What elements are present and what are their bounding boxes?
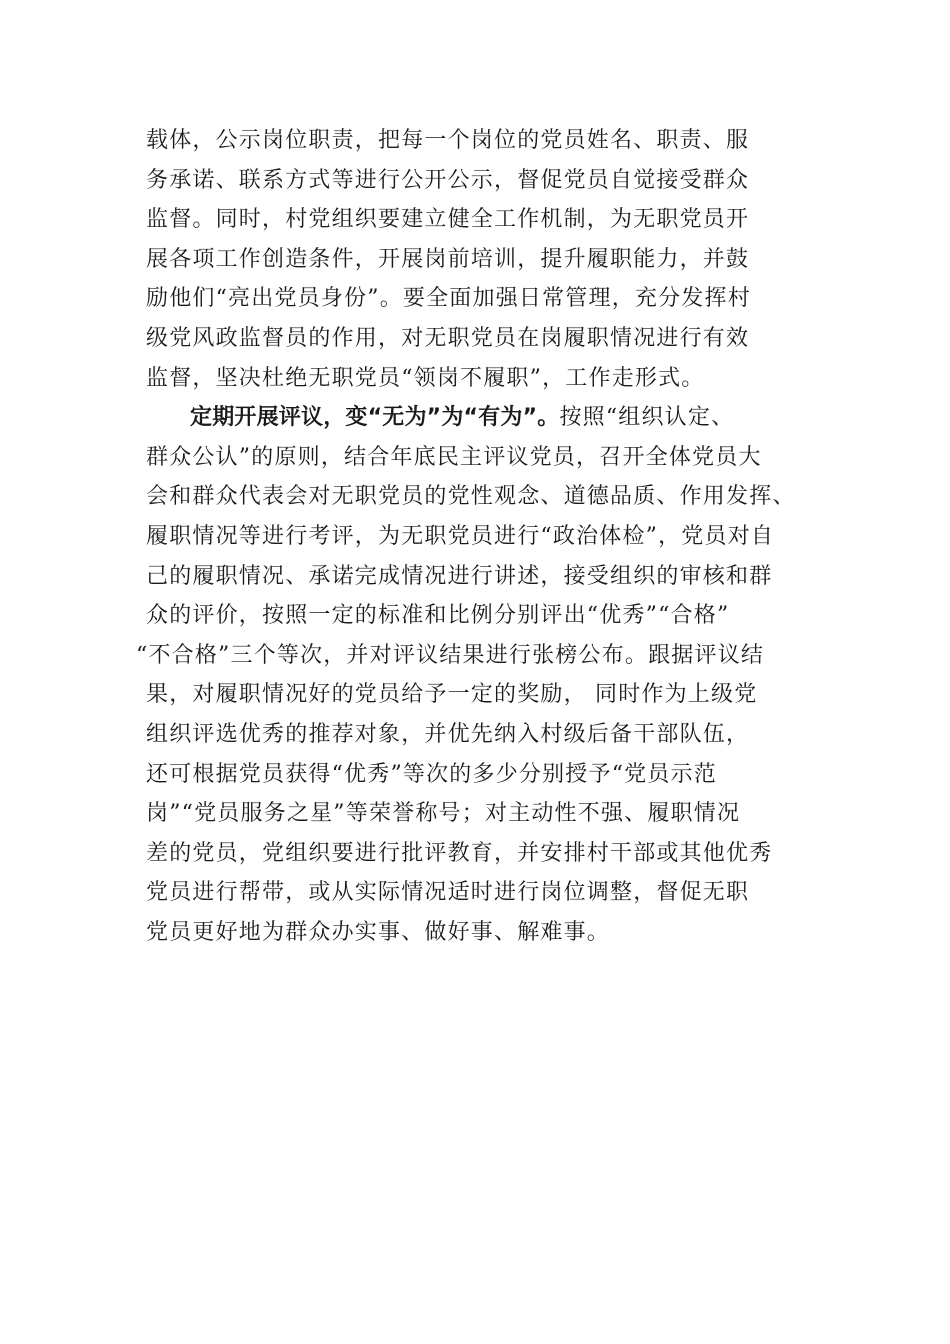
paragraph-line: 务承诺、联系方式等进行公开公示，督促党员自觉接受群众 — [146, 167, 750, 193]
paragraph-line: 励他们“亮出党员身份”。要全面加强日常管理，充分发挥村 — [146, 286, 751, 312]
paragraph-2 — [136, 398, 846, 952]
paragraph-line: 党员更好地为群众办实事、做好事、解难事。 — [146, 919, 611, 945]
paragraph-line: 组织评选优秀的推荐对象，并优先纳入村级后备干部队伍， — [146, 721, 750, 747]
paragraph-line: 载体，公示岗位职责，把每一个岗位的党员姓名、职责、服 — [146, 128, 750, 153]
paragraph-line: 级党风政监督员的作用，对无职党员在岗履职情况进行有效 — [146, 325, 750, 351]
paragraph-line: 展各项工作创造条件，开展岗前培训，提升履职能力，并鼓 — [146, 246, 750, 272]
paragraph-line: 群众公认”的原则，结合年底民主评议党员，召开全体党员大 — [146, 444, 762, 470]
section-lead-heading: 定期开展评议，变“无为”为“有为”。 — [190, 405, 560, 431]
paragraph-1 — [146, 121, 846, 398]
paragraph-line: 果，对履职情况好的党员给予一定的奖励， 同时作为上级党 — [146, 682, 758, 708]
paragraph-line: 监督。同时，村党组织要建立健全工作机制，为无职党员开 — [146, 207, 750, 233]
paragraph-line: 会和群众代表会对无职党员的党性观念、道德品质、作用发挥、 — [146, 484, 796, 510]
document-body — [136, 121, 846, 952]
paragraph-line: 差的党员，党组织要进行批评教育，并安排村干部或其他优秀 — [146, 840, 773, 866]
paragraph-line: 履职情况等进行考评，为无职党员进行“政治体检”，党员对自 — [146, 523, 775, 549]
paragraph-line: 党员进行帮带，或从实际情况适时进行岗位调整，督促无职 — [146, 880, 750, 906]
paragraph-line-rest: 按照“组织认定、 — [559, 405, 735, 431]
paragraph-line: 己的履职情况、承诺完成情况进行讲述，接受组织的审核和群 — [146, 563, 773, 589]
paragraph-line: 还可根据党员获得“优秀”等次的多少分别授予“党员示范 — [146, 761, 717, 787]
paragraph-first-line — [146, 398, 846, 438]
paragraph-line: 岗”“党员服务之星”等荣誉称号；对主动性不强、履职情况 — [146, 801, 741, 827]
paragraph-line: “不合格”三个等次，并对评议结果进行张榜公布。跟据评议结 — [136, 642, 765, 668]
paragraph-line: 众的评价，按照一定的标准和比例分别评出“优秀”“合格” — [146, 603, 730, 629]
paragraph-line: 监督，坚决杜绝无职党员“领岗不履职”，工作走形式。 — [146, 365, 705, 391]
